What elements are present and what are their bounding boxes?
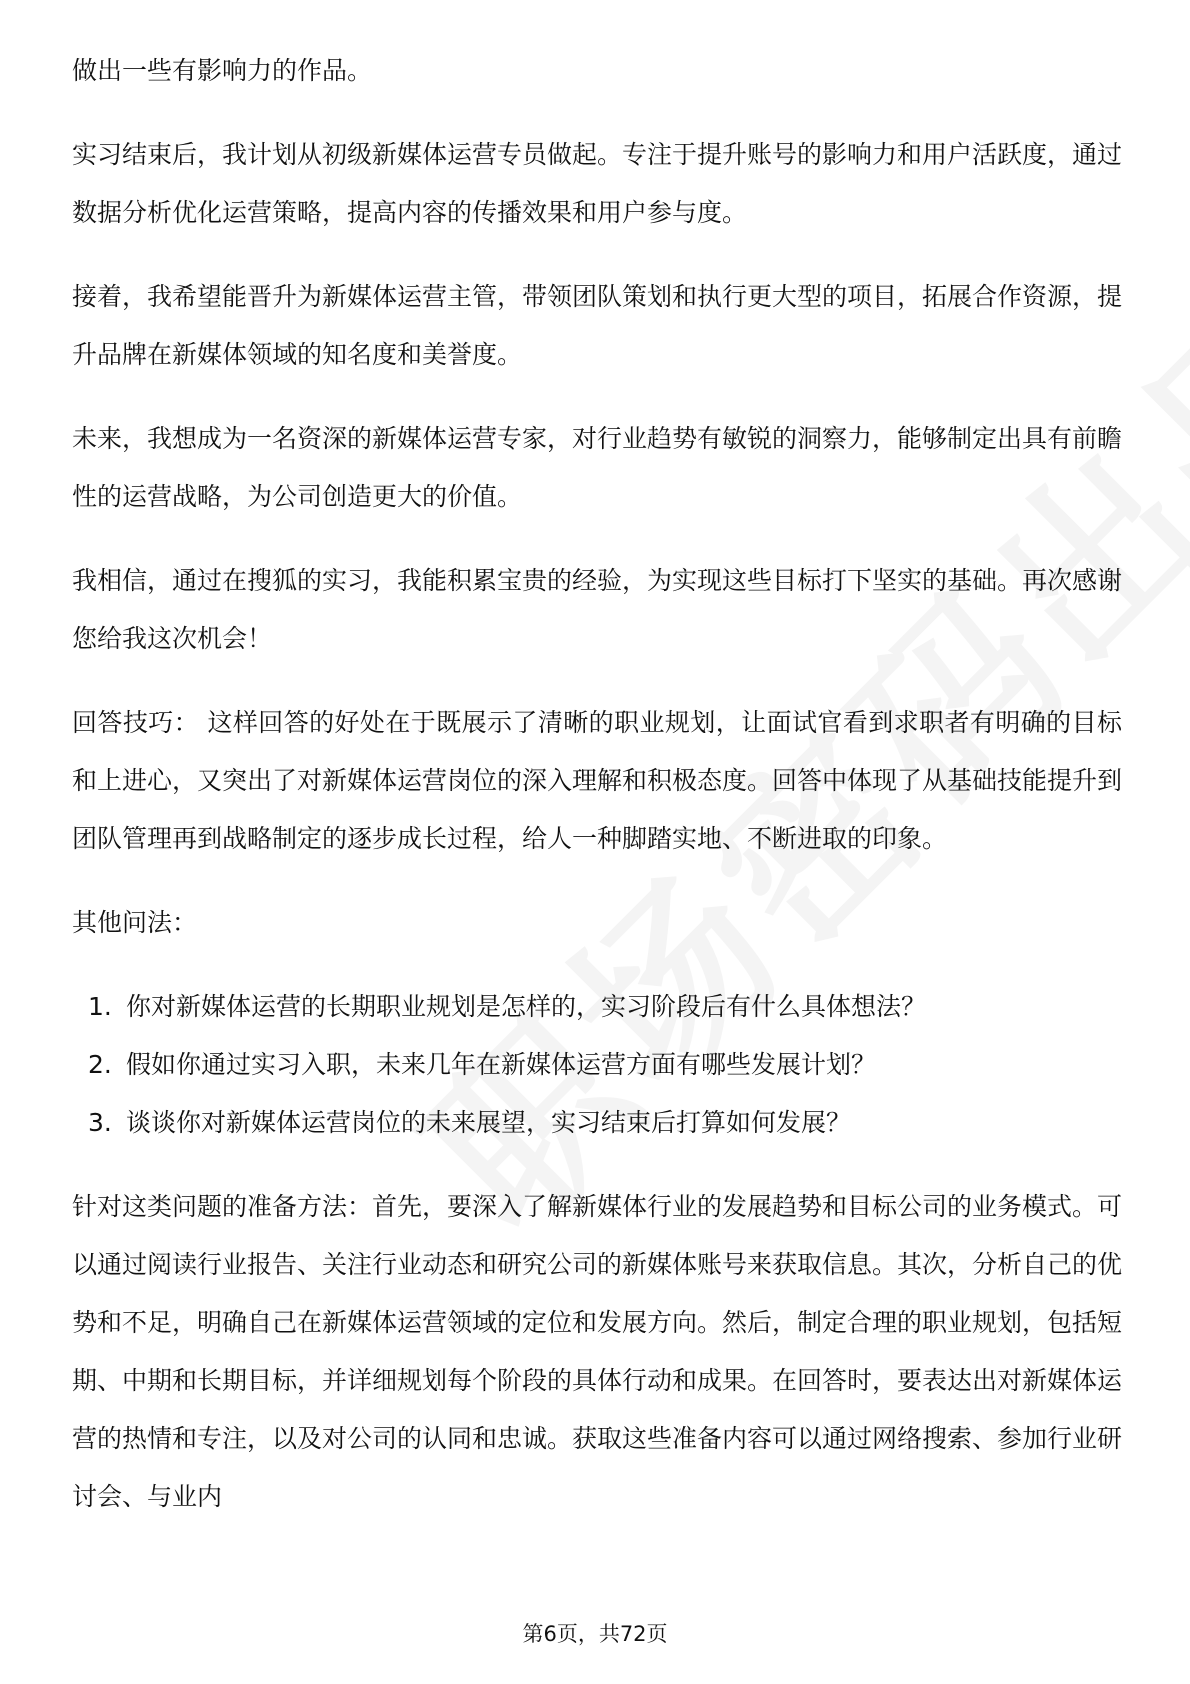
list-item-text: 假如你通过实习入职，未来几年在新媒体运营方面有哪些发展计划？ [126,1050,877,1079]
list-item-number: 2. [88,1050,112,1079]
paragraph-plan-start: 实习结束后，我计划从初级新媒体运营专员做起。专注于提升账号的影响力和用户活跃度，通过数据分析优化运营策略，提高内容的传播效果和用户参与度。 [72,140,1123,227]
list-item-number: 1. [88,992,112,1021]
page-content [72,42,1122,1526]
list-item [88,978,1122,1036]
other-questions-list [72,978,1122,1152]
list-item [88,1036,1122,1094]
paragraph-plan-middle: 接着，我希望能晋升为新媒体运营主管，带领团队策划和执行更大型的项目，拓展合作资源，提升品牌在新媒体领域的知名度和美誉度。 [72,282,1123,369]
list-item-text: 谈谈你对新媒体运营岗位的未来展望，实习结束后打算如何发展？ [126,1108,852,1137]
paragraph-preparation: 针对这类问题的准备方法：首先，要深入了解新媒体行业的发展趋势和目标公司的业务模式。可以通过阅读行业报告、关注行业动态和研究公司的新媒体账号来获取信息。其次，分析自己的优势和不足，明确自己在新媒体运营领域的定位和发展方向。然后，制定合理的职业规划，包括短期、中期和长期目标，并详细规划每个阶段的具体行动和成果。在回答时，要表达出对新媒体运营的热情和专注，以及对公司的认同和忠诚。获取这些准备内容可以通过网络搜索、参加行业研讨会、与业内 [72,1192,1123,1511]
paragraph-continuation: 做出一些有影响力的作品。 [72,56,373,85]
page-number-footer: 第6页，共72页 [522,1622,668,1646]
list-item-text: 你对新媒体运营的长期职业规划是怎样的，实习阶段后有什么具体想法？ [126,992,927,1021]
list-item [88,1094,1122,1152]
heading-other-questions: 其他问法： [72,908,198,937]
paragraph-closing: 我相信，通过在搜狐的实习，我能积累宝贵的经验，为实现这些目标打下坚实的基础。再次感谢您给我这次机会！ [72,566,1123,653]
paragraph-answer-tips: 回答技巧： 这样回答的好处在于既展示了清晰的职业规划，让面试官看到求职者有明确的目标和上进心，又突出了对新媒体运营岗位的深入理解和积极态度。回答中体现了从基础技能提升到团队管理再到战略制定的逐步成长过程，给人一种脚踏实地、不断进取的印象。 [72,708,1123,853]
list-item-number: 3. [88,1108,112,1137]
paragraph-plan-future: 未来，我想成为一名资深的新媒体运营专家，对行业趋势有敏锐的洞察力，能够制定出具有前瞻性的运营战略，为公司创造更大的价值。 [72,424,1123,511]
